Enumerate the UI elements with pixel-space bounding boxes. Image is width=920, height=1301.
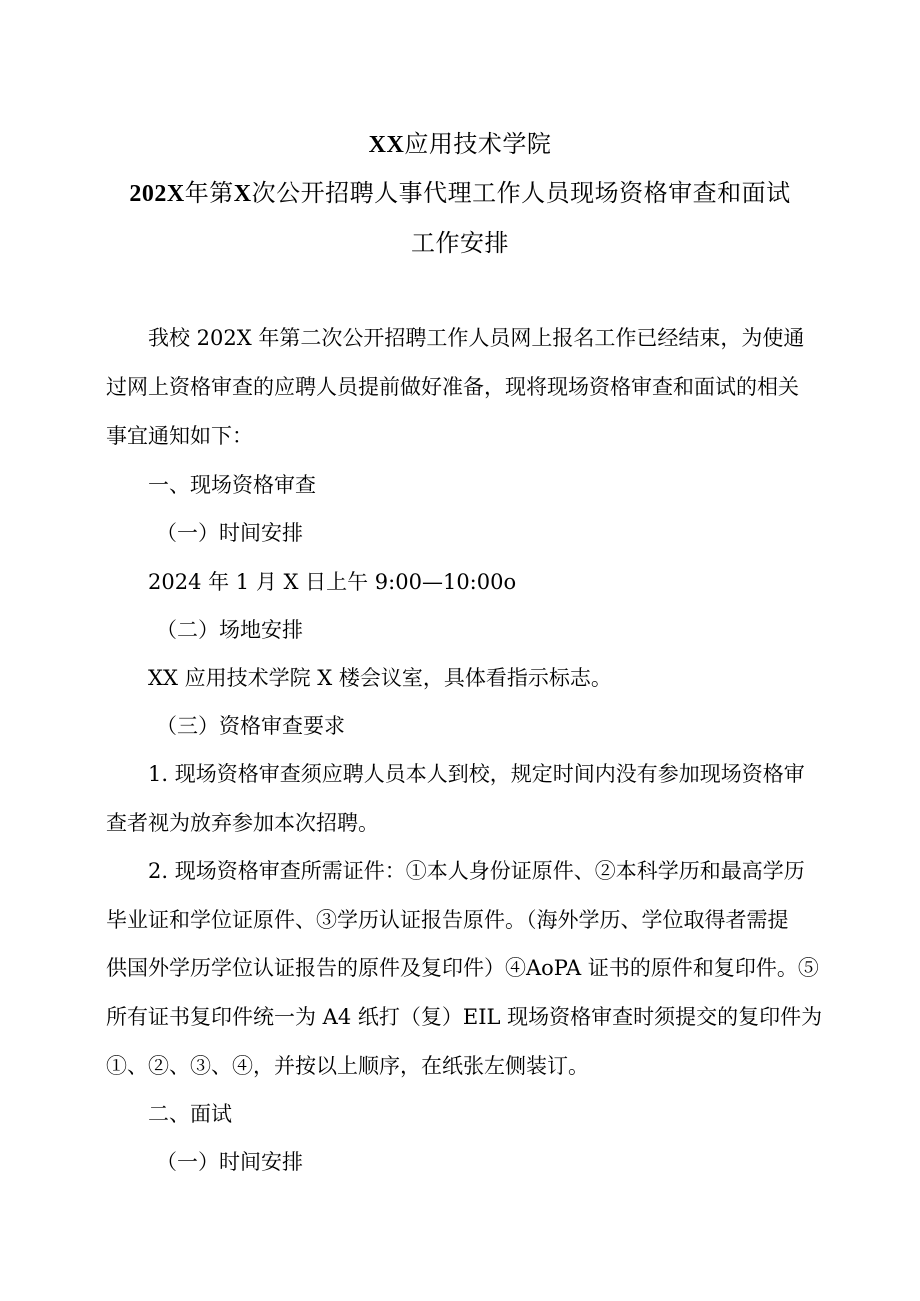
requirement-2-line-3: 供国外学历学位认证报告的原件及复印件）④AoPA 证书的原件和复印件。⑤	[106, 956, 819, 980]
section-1-heading: 一、现场资格审查	[148, 473, 316, 497]
document-title-line-3: 工作安排	[411, 229, 509, 257]
title-school-name: 应用技术学院	[404, 130, 552, 158]
section-1-time-text: 2024 年 1 月 X 日上午 9:00—10:00o	[148, 570, 517, 594]
section-1-venue-text: XX 应用技术学院 X 楼会议室，具体看指示标志。	[148, 666, 612, 690]
section-2-subheading-time: （一）时间安排	[156, 1150, 303, 1174]
intro-paragraph-line-3: 事宜通知如下：	[106, 424, 253, 448]
requirement-1-line-2: 查者视为放弃参加本次招聘。	[106, 811, 379, 835]
requirement-2-line-1: 2. 现场资格审查所需证件：①本人身份证原件、②本科学历和最高学历	[148, 859, 805, 883]
section-2-heading: 二、面试	[148, 1102, 232, 1126]
section-1-subheading-requirements: （三）资格审查要求	[156, 714, 345, 738]
requirement-2-line-4: 所有证书复印件统一为 A4 纸打（复）EIL 现场资格审查时须提交的复印件为	[106, 1005, 823, 1029]
section-1-subheading-time: （一）时间安排	[156, 521, 303, 545]
intro-paragraph-line-1: 我校 202X 年第二次公开招聘工作人员网上报名工作已经结束，为使通	[148, 326, 805, 350]
title-part-d: 次公开招聘人事代理工作人员现场资格审查和面试	[251, 179, 791, 207]
requirement-2-line-2: 毕业证和学位证原件、③学历认证报告原件。（海外学历、学位取得者需提	[106, 908, 789, 932]
title-year: 202X	[129, 181, 185, 207]
intro-paragraph-line-2: 过网上资格审查的应聘人员提前做好准备，现将现场资格审查和面试的相关	[106, 375, 799, 399]
title-school-abbr: XX	[368, 132, 405, 158]
requirement-2-line-5: ①、②、③、④，并按以上顺序，在纸张左侧装订。	[106, 1054, 589, 1078]
section-1-subheading-venue: （二）场地安排	[156, 618, 303, 642]
title-part-b: 年第	[184, 179, 234, 207]
document-title-line-1	[0, 128, 920, 161]
requirement-1-line-1: 1. 现场资格审查须应聘人员本人到校，规定时间内没有参加现场资格审	[148, 762, 805, 786]
document-title-line-2	[0, 177, 920, 210]
title-round: X	[233, 181, 252, 207]
